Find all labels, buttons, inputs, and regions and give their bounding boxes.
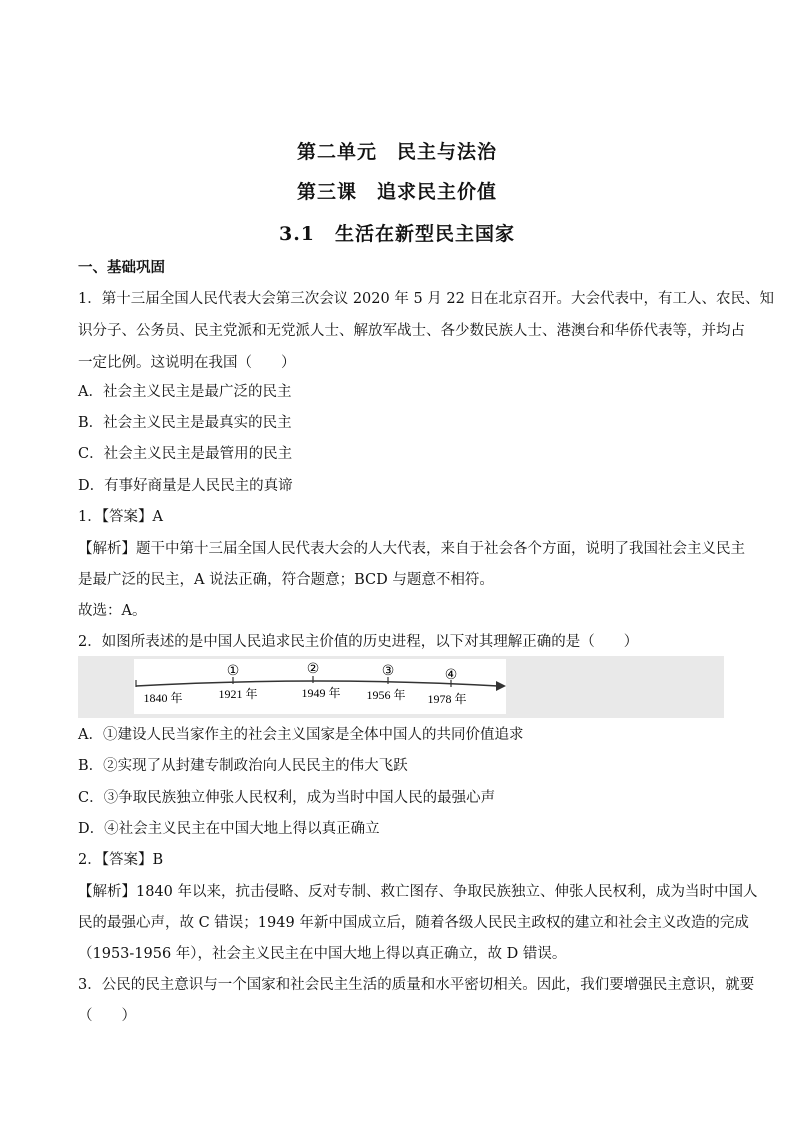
q2-analysis-line-2: 民的最强心声，故 C 错误；1949 年新中国成立后，随着各级人民民主政权的建立和社会主义改造的完成 [78, 915, 749, 931]
timeline-year-1840: 1840 年 [143, 691, 183, 705]
q2-answer: 2．【答案】B [78, 852, 164, 868]
timeline-arrow [496, 681, 506, 691]
timeline-year-1921: 1921 年 [218, 687, 258, 701]
timeline-year-1949: 1949 年 [301, 686, 341, 700]
timeline-marker-4: ④ [444, 667, 458, 683]
timeline-svg [78, 656, 724, 718]
q1-analysis-line-2: 是最广泛的民主，A 说法正确，符合题意；BCD 与题意不相符。 [78, 572, 494, 588]
q2-option-c: C．③争取民族独立伸张人民权利，成为当时中国人民的最强心声 [78, 790, 496, 806]
q1-stem-line-1: 1．第十三届全国人民代表大会第三次会议 2020 年 5 月 22 日在北京召开。大会代表中，有工人、农民、知 [78, 291, 774, 307]
timeline-marker-3: ③ [381, 663, 395, 679]
q1-analysis-line-3: 故选：A。 [78, 603, 147, 619]
timeline-marker-2: ② [306, 661, 320, 677]
q1-answer: 1．【答案】A [78, 509, 163, 525]
timeline-marker-1: ① [226, 663, 240, 679]
q2-option-b: B．②实现了从封建专制政治向人民民主的伟大飞跃 [78, 758, 408, 774]
q2-option-a: A．①建设人民当家作主的社会主义国家是全体中国人的共同价值追求 [78, 727, 524, 743]
lesson-title: 第三课 追求民主价值 [296, 181, 497, 203]
section-heading: 一、基础巩固 [78, 259, 165, 276]
q3-stem-line-2: （ ） [78, 1008, 136, 1024]
q2-analysis-line-1: 【解析】1840 年以来，抗击侵略、反对专制、救亡图存、争取民族独立、伸张人民权利，成为当时中国人 [78, 884, 758, 900]
timeline-year-1956: 1956 年 [366, 688, 406, 702]
q1-option-b: B．社会主义民主是最真实的民主 [78, 415, 292, 431]
q1-option-c: C．社会主义民主是最管用的民主 [78, 446, 293, 462]
q1-stem-line-2: 识分子、公务员、民主党派和无党派人士、解放军战士、各少数民族人士、港澳台和华侨代表等，并均占 [78, 323, 745, 339]
timeline-year-1978: 1978 年 [427, 692, 467, 706]
q1-option-d: D．有事好商量是人民民主的真谛 [78, 478, 293, 494]
q1-analysis-line-1: 【解析】题干中第十三届全国人民代表大会的人大代表，来自于社会各个方面，说明了我国社会主义民主 [78, 541, 745, 557]
q1-option-a: A．社会主义民主是最广泛的民主 [78, 384, 292, 400]
q2-option-d: D．④社会主义民主在中国大地上得以真正确立 [78, 821, 380, 837]
q3-stem-line-1: 3．公民的民主意识与一个国家和社会民主生活的质量和水平密切相关。因此，我们要增强民主意识，就要 [78, 977, 755, 993]
q1-stem-line-3: 一定比例。这说明在我国（ ） [78, 355, 296, 371]
q2-stem: 2．如图所表述的是中国人民追求民主价值的历史进程，以下对其理解正确的是（ ） [78, 634, 639, 650]
timeline-figure [78, 656, 724, 718]
section-title: 3.1 生活在新型民主国家 [278, 223, 516, 245]
q2-analysis-line-3: （1953-1956 年），社会主义民主在中国大地上得以真正确立，故 D 错误。 [78, 946, 567, 962]
unit-title: 第二单元 民主与法治 [296, 141, 497, 163]
